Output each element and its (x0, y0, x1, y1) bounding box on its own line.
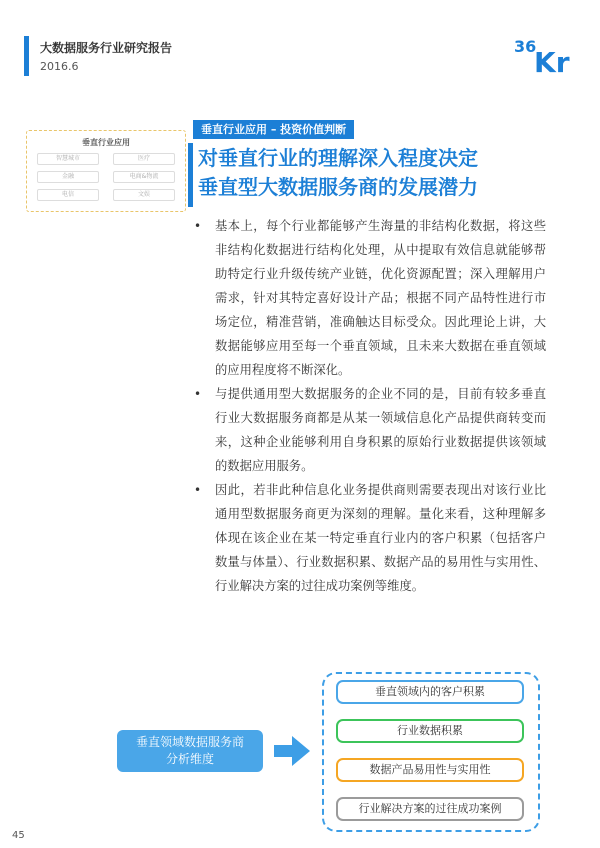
bullet-dot-icon: • (194, 483, 202, 497)
source-line: 垂直领域数据服务商 (135, 735, 244, 749)
headline-line: 对垂直行业的理解深入程度决定 (198, 146, 478, 170)
thumbnail-item: 电商&物流 (113, 171, 175, 183)
vertical-industry-thumbnail (26, 130, 186, 212)
dimension-box: 行业数据积累 (336, 719, 524, 743)
right-arrow-icon (274, 736, 310, 766)
page-number: 45 (12, 830, 25, 841)
thumbnail-title: 垂直行业应用 (82, 138, 130, 147)
bullet-item (190, 382, 546, 478)
bullet-dot-icon: • (194, 387, 202, 401)
headline-accent-bar (188, 143, 193, 207)
report-title: 大数据服务行业研究报告 (40, 41, 173, 55)
bullet-text: 因此，若非此种信息化业务提供商则需要表现出对该行业比通用型数据服务商更为深刻的理解。量化来看，这种理解多体现在该企业在某一特定垂直行业内的客户积累（包括客户数量与体量）、行业数据积累、数据产品的易用性与实用性、行业解决方案的过往成功案例等维度。 (215, 483, 546, 593)
section-tag: 垂直行业应用 – 投资价值判断 (193, 120, 354, 139)
bullet-list (190, 214, 546, 598)
svg-text:36: 36 (514, 37, 537, 56)
bullet-text: 与提供通用型大数据服务的企业不同的是，目前有较多垂直行业大数据服务商都是从某一领域信息化产品提供商转变而来，这种企业能够利用自身积累的原始行业数据提供该领域的数据应用服务。 (215, 387, 546, 473)
thumbnail-item: 文娱 (113, 189, 175, 201)
thumbnail-item: 智慧城市 (37, 153, 99, 165)
bullet-item (190, 214, 546, 382)
dimension-box: 行业解决方案的过往成功案例 (336, 797, 524, 821)
dimension-box: 数据产品易用性与实用性 (336, 758, 524, 782)
report-date: 2016.6 (40, 60, 79, 73)
dimension-box: 垂直领域内的客户积累 (336, 680, 524, 704)
36kr-logo (512, 33, 580, 73)
bullet-dot-icon: • (194, 219, 202, 233)
header-accent-bar (24, 36, 29, 76)
bullet-text: 基本上，每个行业都能够产生海量的非结构化数据，将这些非结构化数据进行结构化处理，从中提取有效信息就能够帮助特定行业升级传统产业链，优化资源配置；深入理解用户需求，针对其特定喜好设计产品；根据不同产品特性进行市场定位，精准营销，准确触达目标受众。因此理论上讲，大数据能够应用至每一个垂直领域，且未来大数据在垂直领域的应用程度将不断深化。 (215, 219, 546, 377)
thumbnail-item: 电信 (37, 189, 99, 201)
analysis-source-box (117, 730, 263, 772)
svg-text:Kr: Kr (534, 46, 570, 73)
thumbnail-item: 金融 (37, 171, 99, 183)
section-headline (198, 144, 478, 202)
bullet-item (190, 478, 546, 598)
source-line: 分析维度 (165, 752, 214, 766)
headline-line: 垂直型大数据服务商的发展潜力 (198, 175, 478, 199)
thumbnail-item: 医疗 (113, 153, 175, 165)
